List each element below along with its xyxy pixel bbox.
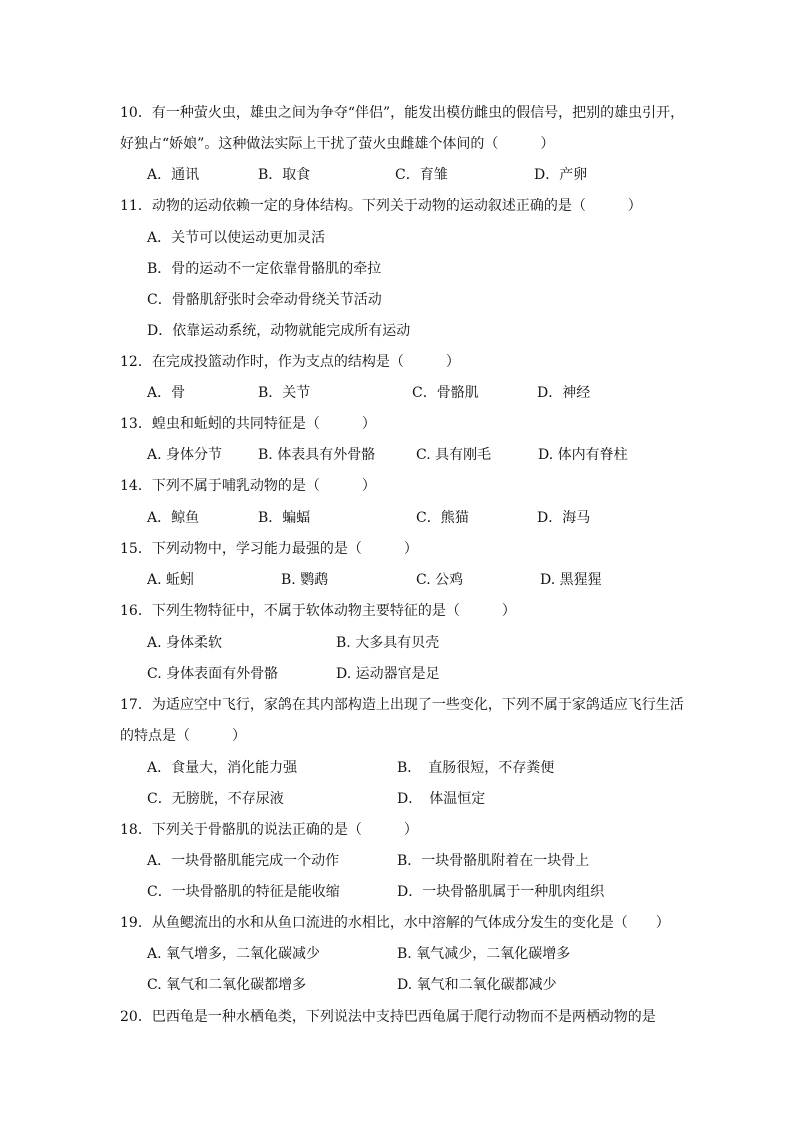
question-12-option-a: A．骨 <box>147 385 186 401</box>
question-16-option-a: A. 身体柔软 <box>147 635 223 651</box>
question-14-option-d: D．海马 <box>537 510 591 526</box>
question-18-option-b: B．一块骨骼肌附着在一块骨上 <box>397 853 590 869</box>
question-16-option-c: C. 身体表面有外骨骼 <box>147 666 279 682</box>
question-16-option-b: B. 大多具有贝壳 <box>336 635 440 651</box>
question-12-option-b: B．关节 <box>258 385 311 401</box>
question-18-option-a: A．一块骨骼肌能完成一个动作 <box>147 853 340 869</box>
question-20-line-1: 20．巴西龟是一种水栖龟类，下列说法中支持巴西龟属于爬行动物而不是两栖动物的是 <box>120 1009 656 1025</box>
question-14-line-1: 14．下列不属于哺乳动物的是（ ） <box>120 478 376 494</box>
question-18-option-c: C．一块骨骼肌的特征是能收缩 <box>147 884 340 900</box>
question-16-line-1: 16．下列生物特征中，不属于软体动物主要特征的是（ ） <box>120 603 516 619</box>
question-13-option-c: C. 具有刚毛 <box>416 447 492 463</box>
question-19-option-b: B. 氧气减少，二氧化碳增多 <box>397 946 571 962</box>
question-19-option-d: D. 氧气和二氧化碳都减少 <box>397 977 557 993</box>
question-19-line-1: 19．从鱼鳃流出的水和从鱼口流进的水相比，水中溶解的气体成分发生的变化是（ ） <box>120 915 670 931</box>
question-10-line-2: 好独占“娇娘”。这种做法实际上干扰了萤火虫雌雄个体间的（ ） <box>120 136 555 152</box>
question-17-line-1: 17．为适应空中飞行，家鸽在其内部构造上出现了一些变化，下列不属于家鸽适应飞行生活 <box>120 697 684 713</box>
question-18-option-d: D．一块骨骼肌属于一种肌肉组织 <box>397 884 605 900</box>
question-13-option-d: D. 体内有脊柱 <box>538 447 628 463</box>
question-16-option-d: D. 运动器官是足 <box>336 666 440 682</box>
question-12-option-d: D．神经 <box>537 385 591 401</box>
question-18-line-1: 18．下列关于骨骼肌的说法正确的是（ ） <box>120 822 418 838</box>
question-14-option-c: C．熊猫 <box>416 510 469 526</box>
question-10-option-d: D．产卵 <box>534 167 588 183</box>
question-12-line-1: 12．在完成投篮动作时，作为支点的结构是（ ） <box>120 354 460 370</box>
question-13-option-a: A. 身体分节 <box>147 447 223 463</box>
question-11-option-c: C．骨骼肌舒张时会牵动骨绕关节活动 <box>147 292 382 308</box>
question-15-option-d: D. 黑猩猩 <box>540 572 602 588</box>
question-15-option-c: C. 公鸡 <box>416 572 464 588</box>
question-15-line-1: 15．下列动物中，学习能力最强的是（ ） <box>120 541 418 557</box>
question-13-line-1: 13．蝗虫和蚯蚓的共同特征是（ ） <box>120 416 376 432</box>
question-15-option-b: B. 鹦鹉 <box>281 572 329 588</box>
question-11-option-b: B．骨的运动不一定依靠骨骼肌的牵拉 <box>147 261 382 277</box>
question-19-option-a: A. 氧气增多，二氧化碳减少 <box>147 946 321 962</box>
question-17-option-a: A．食量大，消化能力强 <box>147 760 298 776</box>
question-17-option-d: D． 体温恒定 <box>397 791 486 807</box>
question-11-line-1: 11．动物的运动依赖一定的身体结构。下列关于动物的运动叙述正确的是（ ） <box>120 198 642 214</box>
question-17-line-2: 的特点是（ ） <box>120 728 246 744</box>
question-14-option-b: B．蝙蝠 <box>258 510 311 526</box>
question-11-option-a: A．关节可以使运动更加灵活 <box>147 230 326 246</box>
question-10-option-a: A．通讯 <box>147 167 200 183</box>
question-14-option-a: A．鲸鱼 <box>147 510 200 526</box>
question-10-line-1: 10．有一种萤火虫，雄虫之间为争夺“伴侣”，能发出模仿雌虫的假信号，把别的雄虫引开， <box>120 105 685 121</box>
question-11-option-d: D．依靠运动系统，动物就能完成所有运动 <box>147 323 411 339</box>
question-10-option-c: C．育雏 <box>395 167 448 183</box>
question-17-option-b: B． 直肠很短，不存粪便 <box>397 760 555 776</box>
question-17-option-c: C．无膀胱，不存尿液 <box>147 791 284 807</box>
question-10-option-b: B．取食 <box>258 167 311 183</box>
question-12-option-c: C．骨骼肌 <box>412 385 479 401</box>
question-15-option-a: A. 蚯蚓 <box>147 572 195 588</box>
question-19-option-c: C. 氧气和二氧化碳都增多 <box>147 977 307 993</box>
question-13-option-b: B. 体表具有外骨骼 <box>258 447 376 463</box>
